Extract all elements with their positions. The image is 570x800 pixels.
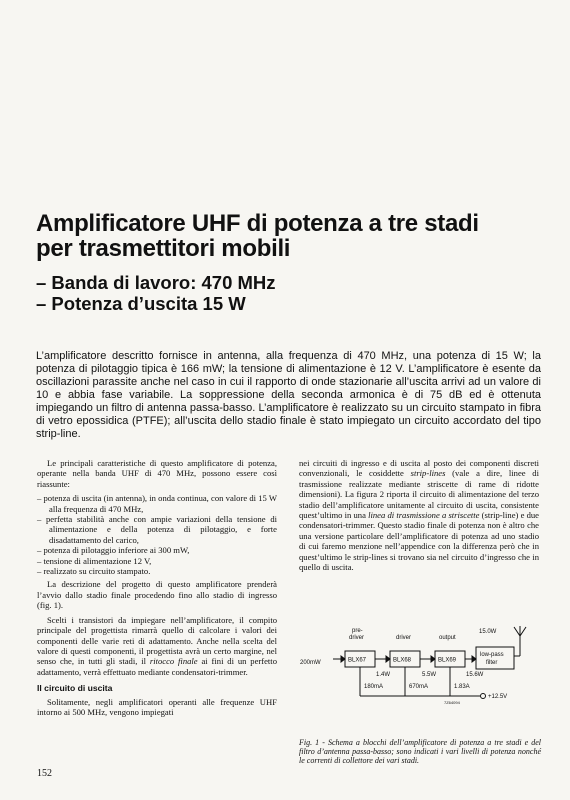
label-supply-voltage: +12.5V (488, 694, 508, 700)
left-column (37, 458, 277, 721)
label-driver: driver (396, 635, 412, 641)
text-run: Scelti i transistori da impiegare nell’amplificatore, il compito principale del progettista rimarrà quello di calcolare i valori dei componenti delle varie reti di adattamento. Anche nella scelta del valore di questi componenti, il progettista avrà un certo margine, nel senso che, in tutti gli stadi, il (37, 614, 277, 667)
arrow-icon (431, 656, 435, 662)
intro-paragraph: Le principali caratteristiche di questo amplificatore di potenza, operante nella banda UHF di 470 MHz, possono essere così riassunte: (37, 458, 277, 489)
text-run: ai fini di un perfetto adattamento, verrà effettuato mediante condensatori-trimmer. (37, 656, 277, 677)
figure-caption: Fig. 1 - Schema a blocchi dell’amplificatore di potenza a tre stadi e del filtro d’antenna passa-basso; sono indicati i vari livelli di potenza nonché le correnti di collettore dei vari stadi. (299, 738, 541, 766)
feature-item: – perfetta stabilità anche con ampie variazioni della tensione di alimentazione e della potenza di pilotaggio, e forte disadattamento del carico, (37, 514, 277, 545)
label-output-power: 15.0W (479, 629, 497, 635)
article-title (36, 211, 546, 261)
supply-terminal-icon (481, 694, 486, 699)
text-run: nei circuiti di ingresso e di uscita al posto dei componenti discreti convenzionali, le cosiddette (299, 458, 539, 479)
label-current-stage1: 180mA (364, 684, 384, 690)
abstract: L’amplificatore descritto fornisce in antenna, alla frequenza di 470 MHz, una potenza di 15 W; la potenza di pilotaggio tipica è 166 mW; la tensione di alimentazione è 12 V. L’amplificatore è esente da oscillazioni parassite anche nel caso in cui il rapporto di onde stazionarie all’uscita arrivi ad un valore di 10 e abbia fase variabile. La soppressione della seconda armonica è di 75 dB ed è ottenuta impiegando un filtro di antenna passa-basso. L’amplificatore è realizzato su un circuito stampato in fibra di vetro epossidica (PTFE); all’uscita dello stadio finale è stato impiegato un circuito accordato del tipo strip-line. (36, 350, 541, 440)
features-list (37, 493, 277, 576)
label-power-stage3: 15.6W (466, 672, 484, 678)
text-run: (strip-line) e due condensatori-trimmer. Questo stadio finale di potenza non è altro che una versione particolare dell’amplificatore di potenza ad uno stadio di cui faremo menzione nell’appendice con la differenza però che in quest’ultimo le strip-lines si trovano sia nel circuito d’ingresso che in quello di uscita. (299, 510, 539, 573)
label-input-power: 200mW (300, 660, 321, 666)
paragraph: La descrizione del progetto di questo amplificatore prenderà l’avvio dallo stadio finale procedendo fino allo stadio di ingresso (fig. 1). (37, 579, 277, 611)
label-blx69: BLX69 (438, 657, 457, 664)
feature-item: – potenza di pilotaggio inferiore ai 300 mW, (37, 545, 190, 556)
emphasis: ritocco finale (149, 656, 198, 667)
arrow-icon (386, 656, 390, 662)
page-number: 152 (37, 768, 52, 779)
label-blx67: BLX67 (348, 657, 367, 664)
label-filter: low-pass (480, 652, 504, 658)
label-predriver: driver (349, 635, 365, 641)
paragraph (37, 615, 277, 677)
antenna-icon (514, 627, 520, 636)
emphasis: strip-lines (410, 468, 446, 479)
title-line-1: Amplificatore UHF di potenza a tre stadi (36, 210, 479, 237)
subtitle-line-1: – Banda di lavoro: 470 MHz (36, 272, 276, 293)
section-heading: Il circuito di uscita (37, 683, 113, 694)
title-line-2: per trasmettitori mobili (36, 235, 291, 262)
antenna-icon (520, 627, 526, 636)
paragraph: Solitamente, negli amplificatori operanti alle frequenze UHF intorno ai 500 MHz, vengono impiegati (37, 696, 277, 717)
label-power-stage1: 1.4W (376, 672, 391, 678)
text-run: (vale a dire, linee di trasmissione realizzate mediante striscette di rame di ridotte dimensioni). La figura 2 riporta il circuito di alimentazione del terzo stadio dell’amplificatore unitamente al circuito di uscita, consistente quest’ultimo in una (299, 468, 539, 521)
feature-item: – potenza di uscita (in antenna), in onda continua, con valore di 15 W alla frequenza di 470 MHz, (37, 493, 277, 514)
emphasis: linea di trasmissione a striscette (368, 510, 480, 521)
arrow-icon (472, 656, 476, 662)
label-predriver: pre- (352, 628, 363, 634)
paragraph (299, 458, 539, 572)
right-column (299, 458, 539, 576)
label-power-stage2: 5.5W (422, 672, 437, 678)
article-subtitle (36, 272, 536, 314)
block-diagram (298, 618, 543, 733)
label-output: output (439, 635, 456, 641)
label-current-stage2: 670mA (409, 684, 429, 690)
label-blx68: BLX68 (393, 657, 412, 664)
label-current-stage3: 1.83A (454, 684, 470, 690)
feature-item: – realizzato su circuito stampato. (37, 566, 151, 577)
subtitle-line-2: – Potenza d’uscita 15 W (36, 293, 246, 314)
label-figure-code: 7Z64094 (444, 700, 460, 705)
label-filter: filter (486, 660, 498, 666)
arrow-icon (341, 656, 345, 662)
feature-item: – tensione di alimentazione 12 V, (37, 555, 152, 566)
